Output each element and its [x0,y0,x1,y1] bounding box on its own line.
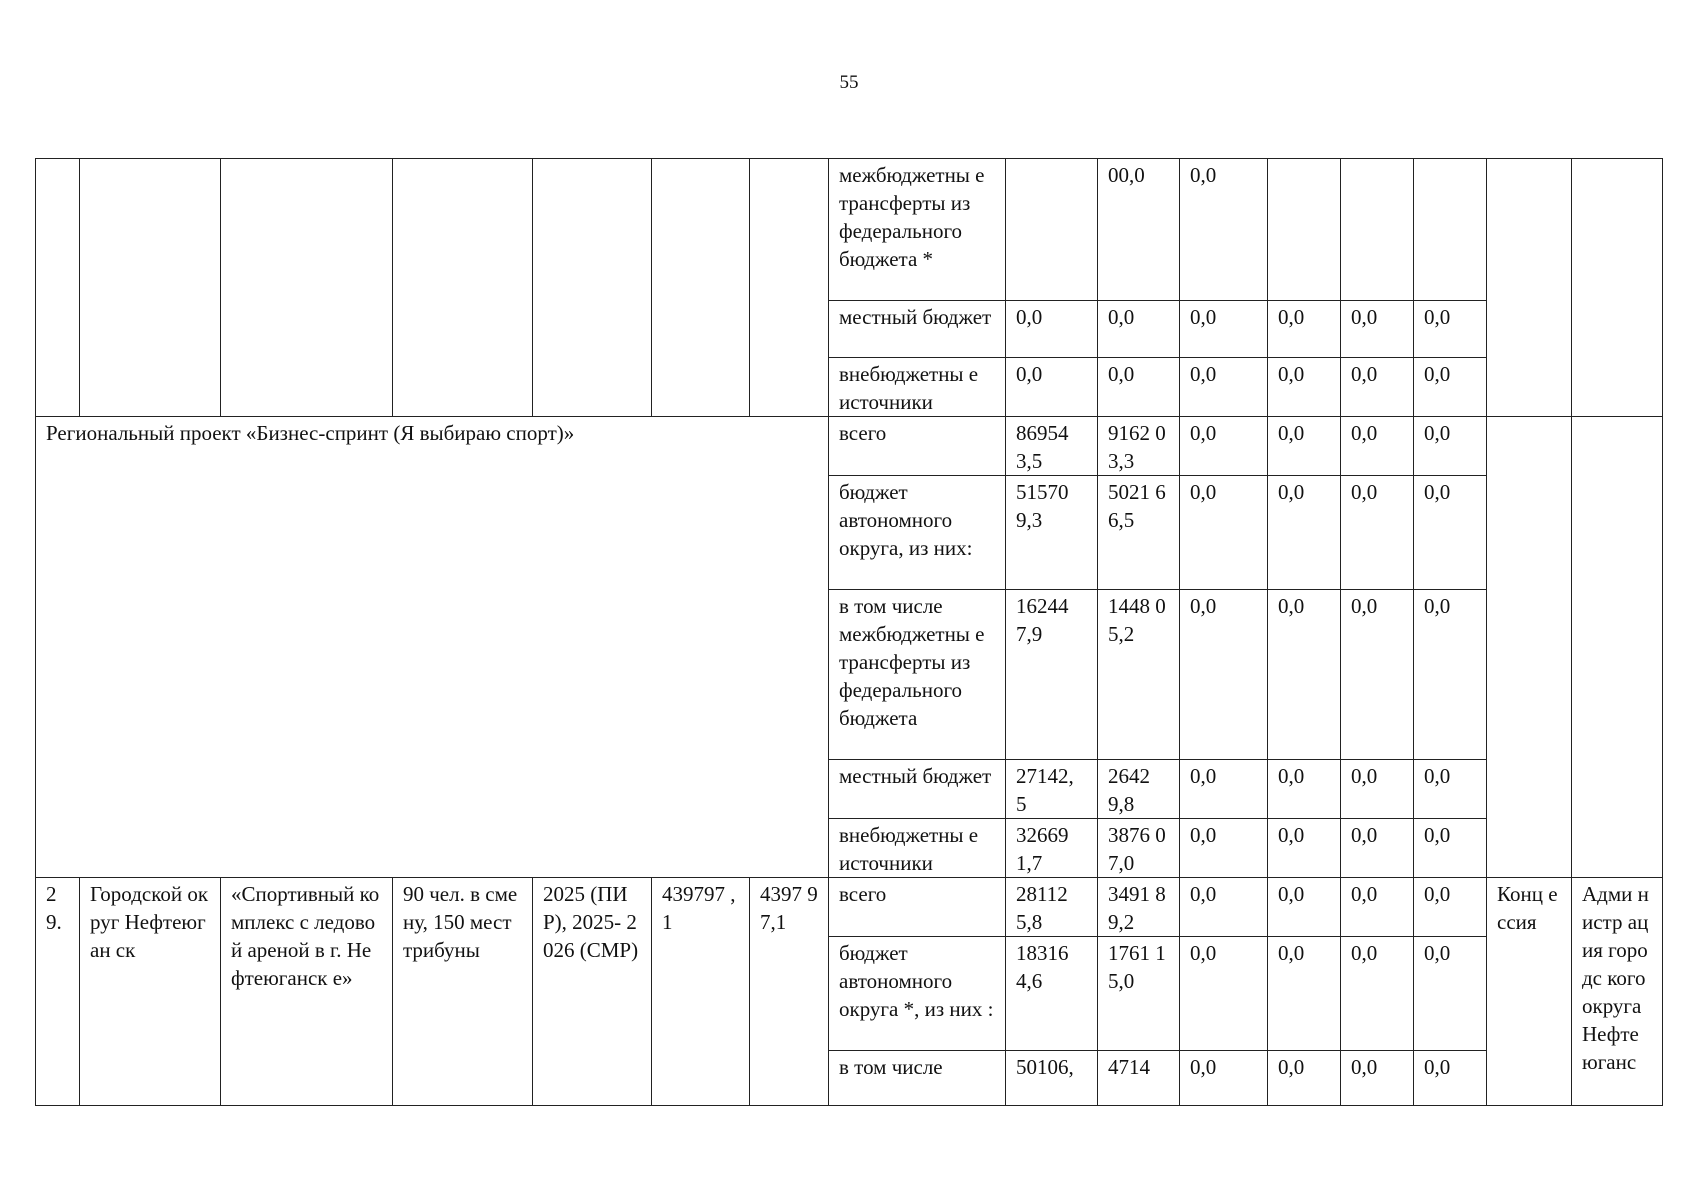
value-cell: 0,0 [1006,358,1098,417]
value-cell: 0,0 [1414,301,1487,358]
value-cell: 0,0 [1414,476,1487,590]
table-row [36,159,1663,301]
value-cell: 3491 89,2 [1098,878,1180,937]
value-cell: 0,0 [1180,159,1268,301]
value-cell: 0,0 [1414,358,1487,417]
value-cell: 0,0 [1180,1051,1268,1106]
value-cell: 0,0 [1180,417,1268,476]
value-cell: 0,0 [1180,937,1268,1051]
funding-source-cell: в том числе межбюджетны е трансферты из федерального бюджета [829,590,1006,760]
value-cell: 5021 66,5 [1098,476,1180,590]
value-cell: 0,0 [1414,760,1487,819]
value-cell: 3876 07,0 [1098,819,1180,878]
funding-source-cell: внебюджетны е источники [829,819,1006,878]
value-cell: 0,0 [1268,819,1341,878]
empty-cell [1572,159,1663,417]
object-name-cell: «Спортивный комплекс с ледовой ареной в г. Нефтеюганск е» [221,878,393,1106]
funding-source-cell: бюджет автономного округа *, из них : [829,937,1006,1051]
value-cell: 0,0 [1268,476,1341,590]
value-cell: 0,0 [1180,819,1268,878]
empty-cell [80,159,221,417]
financing-table [35,158,1663,1106]
page-number: 55 [839,72,859,93]
empty-cell [1572,417,1663,878]
value-cell: 2642 9,8 [1098,760,1180,819]
regional-project-title: Региональный проект «Бизнес-спринт (Я выбираю спорт)» [36,417,829,878]
funding-source-cell: всего [829,417,1006,476]
funding-source-cell: межбюджетны е трансферты из федерального бюджета * [829,159,1006,301]
value-cell: 18316 4,6 [1006,937,1098,1051]
value-cell: 0,0 [1268,878,1341,937]
empty-cell [221,159,393,417]
value-cell: 1761 15,0 [1098,937,1180,1051]
mechanism-cell: Конц ессия [1487,878,1572,1106]
value-cell: 0,0 [1341,937,1414,1051]
funding-source-cell: бюджет автономного округа, из них: [829,476,1006,590]
value-cell: 0,0 [1180,301,1268,358]
value-cell: 0,0 [1268,937,1341,1051]
value-cell: 9162 03,3 [1098,417,1180,476]
empty-cell [1487,417,1572,878]
value-cell: 50106, [1006,1051,1098,1106]
value-cell: 0,0 [1341,760,1414,819]
value-cell: 28112 5,8 [1006,878,1098,937]
capacity-cell: 90 чел. в смену, 150 мест трибуны [393,878,533,1106]
value-cell: 1448 05,2 [1098,590,1180,760]
value-cell: 0,0 [1268,1051,1341,1106]
empty-cell [533,159,652,417]
value-cell: 51570 9,3 [1006,476,1098,590]
value-cell: 0,0 [1268,590,1341,760]
value-cell: 0,0 [1180,590,1268,760]
value-cell: 0,0 [1268,760,1341,819]
period-cell: 2025 (ПИР), 2025- 2026 (СМР) [533,878,652,1106]
value-cell: 32669 1,7 [1006,819,1098,878]
funding-source-cell: местный бюджет [829,301,1006,358]
value-cell: 0,0 [1268,417,1341,476]
value-cell: 0,0 [1341,476,1414,590]
municipality-cell: Городской округ Нефтеюган ск [80,878,221,1106]
empty-cell [1487,159,1572,417]
value-cell: 0,0 [1180,878,1268,937]
value-cell [1268,159,1341,301]
table-row [36,417,1663,476]
value-cell: 00,0 [1098,159,1180,301]
funding-source-cell: в том числе [829,1051,1006,1106]
value-cell: 0,0 [1341,1051,1414,1106]
value-cell: 0,0 [1268,358,1341,417]
value-cell: 0,0 [1341,417,1414,476]
value-cell: 0,0 [1341,590,1414,760]
empty-cell [36,159,80,417]
value-cell: 0,0 [1341,358,1414,417]
value-cell: 0,0 [1180,760,1268,819]
customer-cell: Адми нистр ация городс кого округа Нефте юганс [1572,878,1663,1106]
value-cell: 0,0 [1180,476,1268,590]
value-cell: 0,0 [1341,819,1414,878]
value-cell: 0,0 [1180,358,1268,417]
value-cell: 27142, 5 [1006,760,1098,819]
funding-source-cell: всего [829,878,1006,937]
value-cell: 0,0 [1414,819,1487,878]
value-cell: 0,0 [1414,590,1487,760]
table-row [36,878,1663,937]
value-cell: 16244 7,9 [1006,590,1098,760]
empty-cell [750,159,829,417]
funding-source-cell: внебюджетны е источники [829,358,1006,417]
cost-remaining-cell: 4397 97,1 [750,878,829,1106]
value-cell: 0,0 [1341,878,1414,937]
value-cell [1341,159,1414,301]
value-cell [1414,159,1487,301]
value-cell: 0,0 [1341,301,1414,358]
empty-cell [393,159,533,417]
value-cell: 0,0 [1006,301,1098,358]
value-cell: 0,0 [1414,937,1487,1051]
value-cell: 0,0 [1414,1051,1487,1106]
value-cell [1006,159,1098,301]
cost-total-cell: 439797 ,1 [652,878,750,1106]
funding-source-cell: местный бюджет [829,760,1006,819]
item-number: 2 9. [36,878,80,1106]
value-cell: 0,0 [1098,358,1180,417]
value-cell: 86954 3,5 [1006,417,1098,476]
empty-cell [652,159,750,417]
value-cell: 4714 [1098,1051,1180,1106]
value-cell: 0,0 [1268,301,1341,358]
value-cell: 0,0 [1098,301,1180,358]
value-cell: 0,0 [1414,417,1487,476]
value-cell: 0,0 [1414,878,1487,937]
